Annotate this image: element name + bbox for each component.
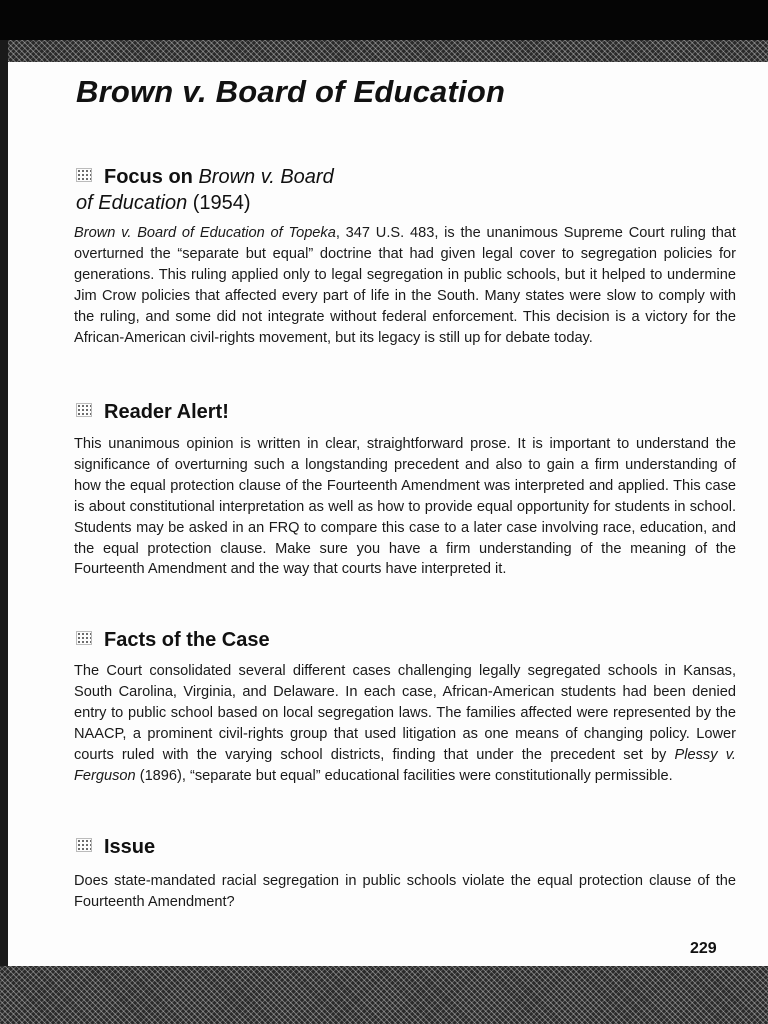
issue-heading-text: Issue [104, 836, 156, 858]
focus-paragraph [74, 223, 736, 348]
reader-alert-heading [76, 401, 229, 424]
focus-heading-line2 [76, 190, 334, 216]
focus-body-text: , 347 U.S. 483, is the unanimous Supreme Court ruling that overturned the “separate but equal” doctrine that had given legal cover to segregation policies for generations. This ruling applied only to legal segregation in public schools, but it helped to undermine Jim Crow policies that affected every part of life in the South. Many states were slow to comply with the ruling, and some did not integrate without federal enforcement. This decision is a victory for the African-American civil-rights movement, but its legacy is still up for debate today. [74, 225, 736, 346]
reader-alert-heading-text: Reader Alert! [104, 401, 229, 423]
focus-case-name-line1: Brown v. Board [198, 166, 334, 188]
focus-citation: Brown v. Board of Education of Topeka [74, 225, 336, 241]
focus-year: (1954) [192, 192, 251, 214]
issue-heading [76, 836, 155, 859]
facts-heading [76, 629, 270, 652]
focus-heading [76, 164, 334, 216]
facts-body-part2: (1896), “separate but equal” educational facilities were constitutionally permissible. [135, 767, 673, 784]
section-marker-icon [76, 168, 92, 182]
scan-top-pattern [0, 40, 768, 64]
reader-alert-paragraph: This unanimous opinion is written in clear, straightforward prose. It is important to understand the significance of overturning such a longstanding precedent and also to gain a firm understanding of how the equal protection clause of the Fourteenth Amendment was interpreted and applied. This case is about constitutional interpretation as well as how to provide equal opportunity for students in school. Students may be asked in an FRQ to compare this case to a later case involving race, education, and the equal protection clause. Make sure you have a firm understanding of the meaning of the Fourteenth Amendment and the way that courts have interpreted it. [74, 436, 736, 578]
section-marker-icon [76, 631, 92, 645]
section-marker-icon [76, 838, 92, 852]
facts-paragraph [74, 661, 736, 786]
facts-heading-text: Facts of the Case [104, 629, 270, 651]
facts-body-part1: The Court consolidated several different cases challenging legally segregated schools in Kansas, South Carolina, Virginia, and Delaware. In each case, African-American students had been denied entry to public school based on local segregation laws. The families affected were represented by the NAACP, a prominent civil-rights group that used litigation as one means of changing policy. Lower courts ruled with the varying school districts, finding that under the precedent set by [74, 663, 736, 763]
focus-label: Focus on [104, 166, 193, 188]
section-marker-icon [76, 403, 92, 417]
scan-bottom-pattern [0, 966, 768, 1024]
focus-case-name-line2: of Education [76, 192, 188, 214]
facts-citation: Plessy v. Ferguson [74, 746, 736, 784]
scan-left-edge [0, 40, 8, 970]
page-number: 229 [690, 940, 717, 957]
issue-paragraph: Does state-mandated racial segregation in public schools violate the equal protection clause of the Fourteenth Amendment? [74, 873, 736, 910]
scan-top-edge [0, 0, 768, 40]
page-title: Brown v. Board of Education [76, 74, 506, 109]
